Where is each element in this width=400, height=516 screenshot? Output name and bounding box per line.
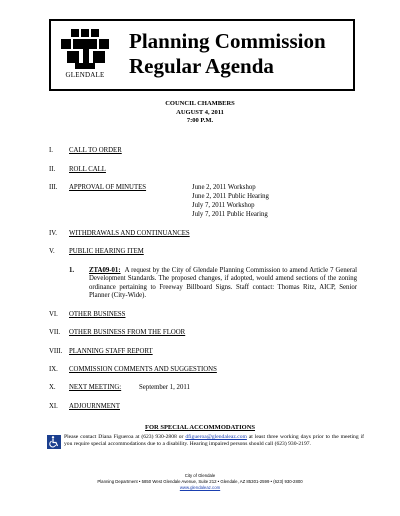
meeting-info (0, 100, 400, 126)
accommodations-text-after: at least three working days prior to the meeting if you require special accommodations due to a disability. Hearing impaired persons should call (623) 930-2197. (64, 434, 364, 447)
item-label: OTHER BUSINESS (69, 311, 126, 318)
item-label: APPROVAL OF MINUTES (69, 184, 147, 191)
meeting-time: 7:00 P.M. (186, 117, 214, 124)
minutes-entry: June 2, 2011 Workshop (192, 184, 256, 191)
hearing-item-body (89, 267, 357, 301)
footer-website-link[interactable]: www.glendaleaz.com (179, 485, 221, 490)
glendale-logo (57, 27, 113, 85)
hearing-item-number: 1. (69, 267, 75, 274)
logo-mark (57, 27, 113, 73)
title-line-1: Planning Commission (129, 29, 326, 53)
item-label: PLANNING STAFF REPORT (69, 348, 153, 355)
footer (0, 473, 400, 491)
item-number: IX. (49, 366, 58, 373)
item-label: ADJOURNMENT (69, 403, 120, 410)
logo-wordmark: GLENDALE (65, 71, 105, 79)
item-number: VI. (49, 311, 58, 318)
minutes-entry: July 7, 2011 Public Hearing (192, 211, 268, 218)
item-number: II. (49, 166, 56, 173)
contact-email-link[interactable]: dfigueroa@glendaleaz.com (185, 434, 247, 440)
hearing-item-code: ZTA09-01: (89, 267, 121, 274)
footer-city: City of Glendale (184, 473, 216, 478)
header-box (49, 19, 355, 91)
item-number: XI. (49, 403, 58, 410)
accommodations-text (64, 434, 364, 448)
item-number: VIII. (49, 348, 63, 355)
wheelchair-accessibility-icon (47, 435, 61, 449)
minutes-entry: July 7, 2011 Workshop (192, 202, 255, 209)
item-number: IV. (49, 230, 57, 237)
next-meeting-date: September 1, 2011 (139, 384, 190, 391)
item-label: PUBLIC HEARING ITEM (69, 248, 144, 255)
item-label: WITHDRAWALS AND CONTINUANCES (69, 230, 190, 237)
item-number: III. (49, 184, 58, 191)
item-number: X. (49, 384, 56, 391)
item-label: NEXT MEETING: (69, 384, 122, 391)
item-number: I. (49, 147, 53, 154)
meeting-date: AUGUST 4, 2011 (176, 108, 224, 116)
page-title (129, 29, 353, 79)
meeting-location: COUNCIL CHAMBERS (165, 100, 235, 107)
accommodations-text-before: Please contact Diana Figueroa at (623) 930-2808 or (64, 434, 184, 440)
minutes-entry: June 2, 2011 Public Hearing (192, 193, 269, 200)
item-label: OTHER BUSINESS FROM THE FLOOR (69, 329, 186, 336)
item-label: CALL TO ORDER (69, 147, 122, 154)
item-number: VII. (49, 329, 61, 336)
item-label: ROLL CALL (69, 166, 106, 173)
title-line-2: Regular Agenda (129, 54, 274, 78)
accommodations-heading: FOR SPECIAL ACCOMMODATIONS (144, 424, 256, 431)
item-number: V. (49, 248, 55, 255)
hearing-item-text: A request by the City of Glendale Planning Commission to amend Article 7 General Development Standards. The proposed changes, if adopted, would amend sections of the zoning ordinance pertaining to Freeway Billboard Signs. Staff contact: Thomas Ritz, AICP, Senior Planner (City-Wide). (89, 267, 357, 300)
item-label: COMMISSION COMMENTS AND SUGGESTIONS (69, 366, 217, 373)
footer-address: Planning Department • 5850 West Glendale Avenue, Suite 212 • Glendale, AZ 85301-2599 • (623) 930-2800 (97, 479, 303, 484)
